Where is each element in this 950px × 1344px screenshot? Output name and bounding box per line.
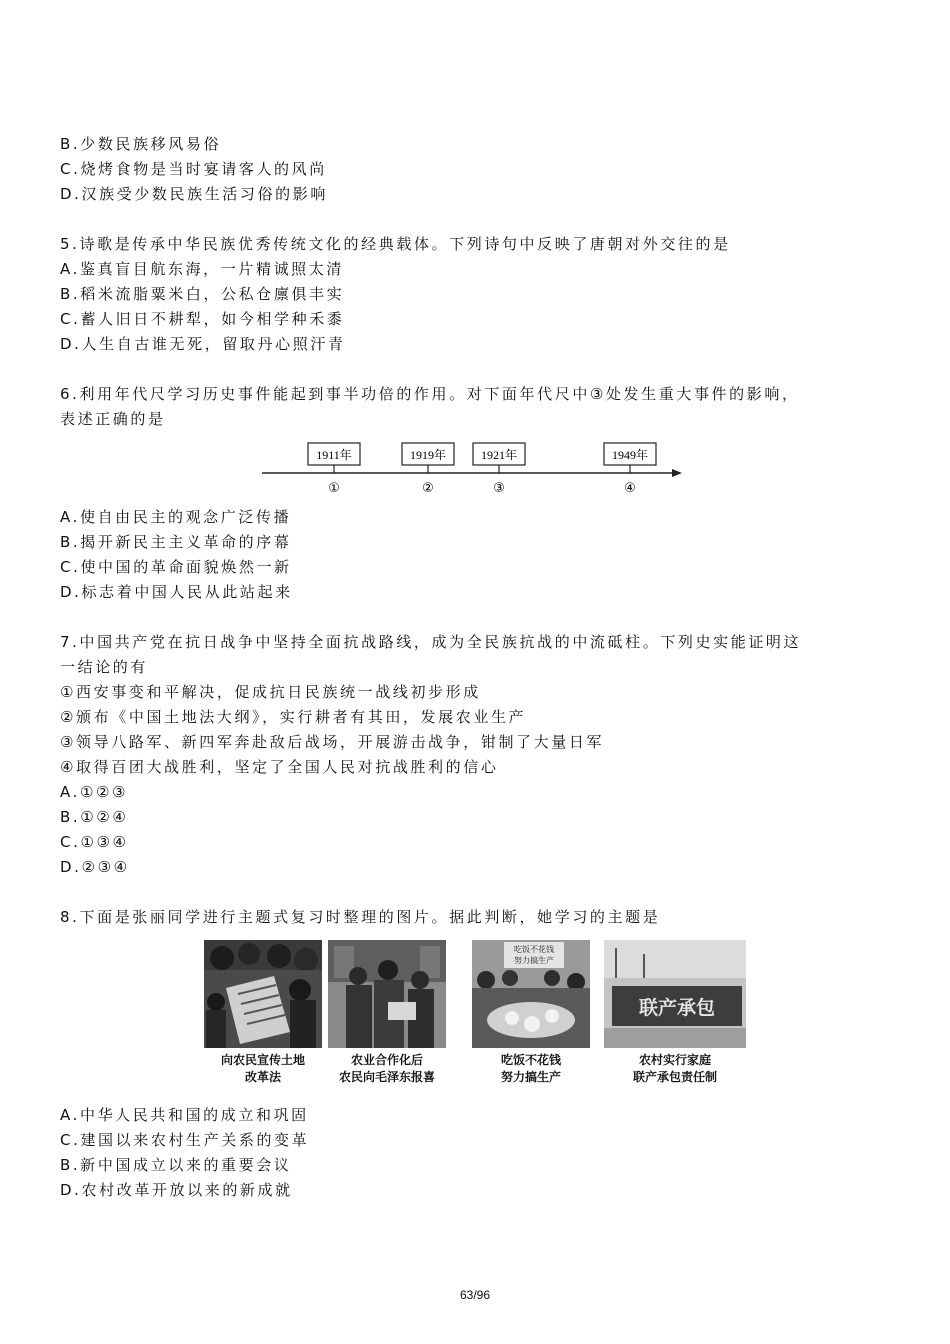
q6-option-a: A.使自由民主的观念广泛传播 (60, 508, 292, 526)
timeline-marker: ③ (493, 481, 505, 496)
photo-land-reform (204, 940, 322, 1048)
q6-option-c: C.使中国的革命面貌焕然一新 (60, 558, 292, 576)
q8-option-c: C.建国以来农村生产关系的变革 (60, 1131, 310, 1149)
q4-option-b: B.少数民族移风易俗 (60, 135, 222, 153)
q7-statement-2: ②颁布《中国土地法大纲》，实行耕者有其田，发展农业生产 (60, 708, 527, 726)
q8-stem: 8.下面是张丽同学进行主题式复习时整理的图片。据此判断，她学习的主题是 (60, 908, 661, 926)
timeline-year-label: 1921年 (480, 448, 518, 462)
q6-stem-line1: 6.利用年代尺学习历史事件能起到事半功倍的作用。对下面年代尺中③处发生重大事件的影响， (60, 385, 800, 403)
q7-option-b: B.①②④ (60, 808, 129, 826)
photo-banner: 联产承包 (638, 997, 716, 1019)
timeline-year-box-1949 (604, 443, 656, 496)
photo-caption-3: 吃饭不花钱 努力搞生产 (500, 1053, 561, 1084)
q5-option-d: D.人生自古谁无死，留取丹心照汗青 (60, 335, 346, 353)
q8-photo-strip (200, 940, 750, 1090)
photo-commune-dining (472, 940, 590, 1048)
timeline-year-label: 1911年 (316, 448, 352, 462)
q7-statement-3: ③领导八路军、新四军奔赴敌后战场，开展游击战争，钳制了大量日军 (60, 733, 605, 751)
photo-cooperation (328, 940, 446, 1048)
q8-option-a: A.中华人民共和国的成立和巩固 (60, 1106, 309, 1124)
timeline-arrow (672, 469, 682, 477)
timeline-marker: ② (422, 481, 434, 496)
timeline-year-box-1911 (308, 443, 360, 496)
q7-stem-line1: 7.中国共产党在抗日战争中坚持全面抗战路线，成为全民族抗战的中流砥柱。下列史实能证明这 (60, 633, 802, 651)
q8-option-b: B.新中国成立以来的重要会议 (60, 1156, 292, 1174)
q7-statement-1: ①西安事变和平解决，促成抗日民族统一战线初步形成 (60, 683, 481, 701)
timeline-year-label: 1919年 (409, 448, 447, 462)
q7-option-a: A.①②③ (60, 783, 129, 801)
photo-household-responsibility (604, 940, 746, 1048)
photo-sign-line2: 努力搞生产 (514, 956, 554, 965)
photo-caption-4: 农村实行家庭 联产承包责任制 (632, 1053, 717, 1084)
q6-option-b: B.揭开新民主主义革命的序幕 (60, 533, 292, 551)
timeline-year-box-1919 (402, 443, 454, 496)
page-number: 63/96 (459, 1288, 491, 1302)
q4-option-d: D.汉族受少数民族生活习俗的影响 (60, 185, 328, 203)
q7-statement-4: ④取得百团大战胜利，坚定了全国人民对抗战胜利的信心 (60, 758, 499, 776)
q8-option-d: D.农村改革开放以来的新成就 (60, 1181, 293, 1199)
timeline-marker: ④ (624, 481, 636, 496)
q6-option-d: D.标志着中国人民从此站起来 (60, 583, 293, 601)
timeline-figure (262, 440, 682, 496)
q5-option-b: B.稻米流脂粟米白，公私仓廪俱丰实 (60, 285, 345, 303)
q5-stem: 5.诗歌是传承中华民族优秀传统文化的经典载体。下列诗句中反映了唐朝对外交往的是 (60, 235, 731, 253)
q4-option-c: C.烧烤食物是当时宴请客人的风尚 (60, 160, 327, 178)
photo-caption-1: 向农民宣传土地 改革法 (220, 1053, 305, 1084)
timeline-year-box-1921 (473, 443, 525, 496)
q5-option-c: C.蓄人旧日不耕犁，如今相学种禾黍 (60, 310, 345, 328)
q5-option-a: A.鉴真盲目航东海，一片精诚照太清 (60, 260, 344, 278)
photo-caption-2: 农业合作化后 农民向毛泽东报喜 (338, 1053, 435, 1084)
photo-sign-line1: 吃饭不花钱 (514, 945, 554, 954)
q6-stem-line2: 表述正确的是 (60, 410, 166, 428)
q7-option-c: C.①③④ (60, 833, 129, 851)
timeline-marker: ① (328, 481, 340, 496)
timeline-year-label: 1949年 (611, 448, 649, 462)
q7-stem-line2: 一结论的有 (60, 658, 149, 676)
q7-option-d: D.②③④ (60, 858, 130, 876)
